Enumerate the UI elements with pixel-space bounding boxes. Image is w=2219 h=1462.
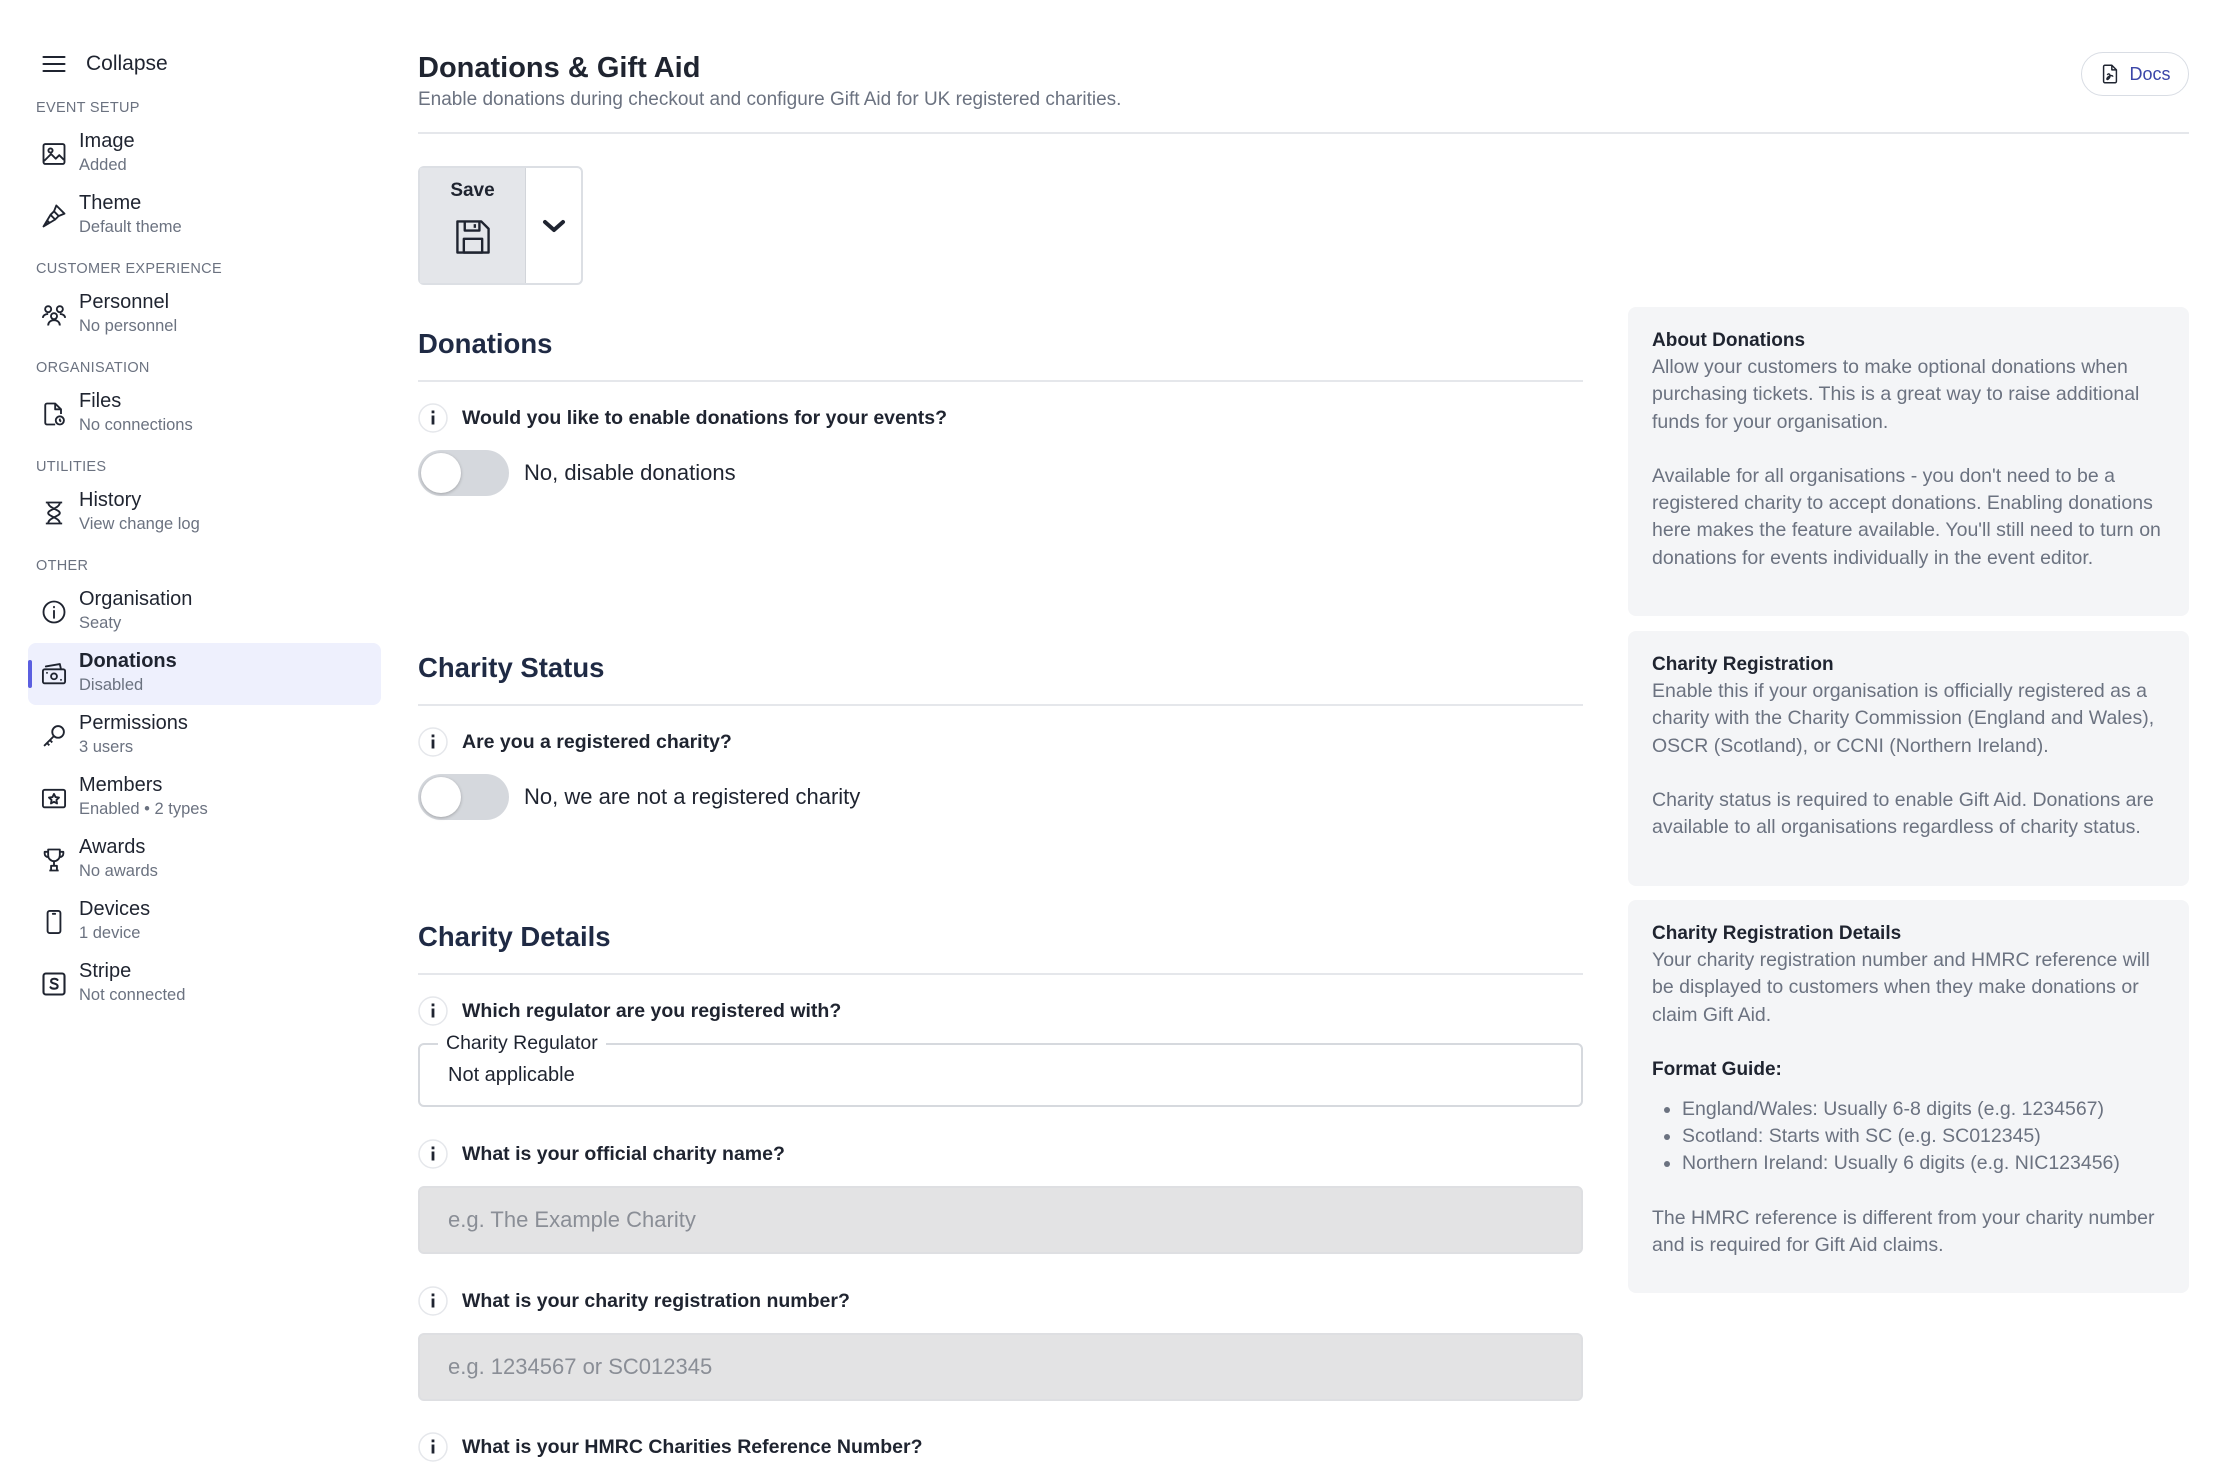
docs-button[interactable] xyxy=(2081,52,2189,96)
format-guide-item: • Scotland: Starts with SC (e.g. SC012345) xyxy=(1682,1123,2167,1150)
sidebar-item-title: Devices xyxy=(79,898,151,920)
question-text: Are you a registered charity? xyxy=(462,730,732,753)
page-title: Donations & Gift Aid xyxy=(418,52,701,84)
panel-text: Allow your customers to make optional donations when purchasing tickets. This is a great way to raise additional funds for your organisation. xyxy=(1652,356,2140,433)
charity-status-divider xyxy=(418,704,1583,706)
sidebar-item-subtitle: No personnel xyxy=(79,317,178,335)
charity-status-question xyxy=(418,727,732,757)
image-icon xyxy=(40,140,68,168)
format-guide-list xyxy=(1652,1096,2167,1178)
section-customer-experience: CUSTOMER EXPERIENCE xyxy=(36,261,222,277)
sidebar-item-subtitle: Disabled xyxy=(79,676,144,694)
sidebar-item-subtitle: Default theme xyxy=(79,218,182,236)
sidebar-item-awards[interactable] xyxy=(28,829,381,891)
collapse-button[interactable] xyxy=(40,50,168,78)
sidebar-item-subtitle: View change log xyxy=(79,515,200,533)
toggle-knob xyxy=(421,777,461,817)
sidebar-item-donations[interactable] xyxy=(28,643,381,705)
section-other: OTHER xyxy=(36,558,89,574)
save-split-button xyxy=(418,166,583,285)
charity-status-toggle[interactable] xyxy=(418,774,509,820)
collapse-label: Collapse xyxy=(86,52,168,75)
sidebar-item-devices[interactable] xyxy=(28,891,381,953)
info-icon[interactable] xyxy=(418,1286,448,1316)
sidebar-item-subtitle: Seaty xyxy=(79,614,122,632)
menu-icon xyxy=(40,50,68,78)
about-donations-panel xyxy=(1628,307,2189,616)
charity-number-input[interactable] xyxy=(418,1333,1583,1401)
question-text: Which regulator are you registered with? xyxy=(462,999,842,1022)
sidebar xyxy=(0,0,390,1444)
sidebar-item-members[interactable] xyxy=(28,767,381,829)
question-text: Would you like to enable donations for your events? xyxy=(462,406,948,429)
cash-icon xyxy=(40,660,68,688)
question-text: What is your charity registration number? xyxy=(462,1289,850,1312)
sidebar-item-subtitle: Enabled • 2 types xyxy=(79,800,208,818)
sidebar-item-history[interactable] xyxy=(28,482,381,544)
people-icon xyxy=(40,301,68,329)
sidebar-item-title: Members xyxy=(79,774,163,796)
sidebar-item-organisation[interactable] xyxy=(28,581,381,643)
floppy-disk-icon xyxy=(451,214,495,260)
phone-icon xyxy=(40,908,68,936)
charity-status-toggle-label: No, we are not a registered charity xyxy=(524,784,861,809)
sidebar-item-title: Awards xyxy=(79,836,146,858)
panel-text: The HMRC reference is different from your charity number and is required for Gift Aid claims. xyxy=(1652,1206,2155,1257)
stripe-icon xyxy=(40,970,68,998)
sidebar-item-title: Files xyxy=(79,390,122,412)
question-text: What is your official charity name? xyxy=(462,1142,785,1165)
regulator-question xyxy=(418,996,841,1026)
header-divider xyxy=(418,132,2189,134)
save-options-dropdown[interactable] xyxy=(526,168,581,283)
docs-label: Docs xyxy=(2129,63,2171,84)
sidebar-item-subtitle: 1 device xyxy=(79,924,141,942)
charity-name-input[interactable] xyxy=(418,1186,1583,1254)
charity-number-question xyxy=(418,1286,850,1316)
question-text: What is your HMRC Charities Reference Number? xyxy=(462,1435,923,1458)
sidebar-item-title: Organisation xyxy=(79,588,193,610)
sidebar-item-title: Stripe xyxy=(79,960,132,982)
sidebar-item-files[interactable] xyxy=(28,383,381,445)
sidebar-item-permissions[interactable] xyxy=(28,705,381,767)
sidebar-item-subtitle: Added xyxy=(79,156,127,174)
document-icon xyxy=(2099,62,2121,86)
panel-text: Enable this if your organisation is officially registered as a charity with the Charity Commission (England and Wales), OSCR (Scotland), or CCNI (Northern Ireland). xyxy=(1652,680,2155,757)
charity-status-heading: Charity Status xyxy=(418,652,605,683)
file-icon xyxy=(40,400,68,428)
sidebar-item-title: Donations xyxy=(79,650,177,672)
format-guide-title: Format Guide: xyxy=(1652,1058,1782,1080)
panel-title: About Donations xyxy=(1652,330,1806,351)
section-utilities: UTILITIES xyxy=(36,459,107,475)
sidebar-item-subtitle: Not connected xyxy=(79,986,186,1004)
section-organisation: ORGANISATION xyxy=(36,360,150,376)
info-icon[interactable] xyxy=(418,996,448,1026)
charity-registration-details-panel xyxy=(1628,900,2189,1293)
format-guide-item: • England/Wales: Usually 6-8 digits (e.g. 1234567) xyxy=(1682,1096,2167,1123)
donations-toggle[interactable] xyxy=(418,450,509,496)
sidebar-item-subtitle: 3 users xyxy=(79,738,134,756)
sidebar-item-title: Image xyxy=(79,130,135,152)
panel-title: Charity Registration xyxy=(1652,654,1834,675)
panel-title: Charity Registration Details xyxy=(1652,923,1902,944)
trophy-icon xyxy=(40,846,68,874)
donations-heading: Donations xyxy=(418,328,553,359)
info-icon xyxy=(40,598,68,626)
section-event-setup: EVENT SETUP xyxy=(36,100,140,116)
sidebar-item-title: Personnel xyxy=(79,291,170,313)
sidebar-item-image[interactable] xyxy=(28,123,381,185)
info-icon[interactable] xyxy=(418,403,448,433)
page-description: Enable donations during checkout and configure Gift Aid for UK registered charities. xyxy=(418,89,1122,110)
donations-divider xyxy=(418,380,1583,382)
brush-icon xyxy=(40,202,68,230)
star-card-icon xyxy=(40,784,68,812)
charity-regulator-label: Charity Regulator xyxy=(438,1032,606,1055)
sidebar-item-subtitle: No awards xyxy=(79,862,158,880)
sidebar-item-title: Theme xyxy=(79,192,142,214)
key-icon xyxy=(40,722,68,750)
charity-details-divider xyxy=(418,973,1583,975)
toggle-knob xyxy=(421,453,461,493)
info-icon[interactable] xyxy=(418,1139,448,1169)
charity-details-heading: Charity Details xyxy=(418,921,611,952)
sidebar-item-title: History xyxy=(79,489,142,511)
chevron-down-icon xyxy=(541,217,567,235)
format-guide-item: • Northern Ireland: Usually 6 digits (e.g. NIC123456) xyxy=(1682,1150,2167,1177)
hmrc-question xyxy=(418,1432,923,1462)
sidebar-item-stripe[interactable] xyxy=(28,953,381,1015)
panel-text: Available for all organisations - you don't need to be a registered charity to accept donations. Enabling donations here makes the feature available. You'll still need to turn on donations for events individually in the event editor. xyxy=(1652,464,2161,569)
panel-text: Charity status is required to enable Gift Aid. Donations are available to all organisations regardless of charity status. xyxy=(1652,788,2154,839)
info-icon[interactable] xyxy=(418,1432,448,1462)
charity-name-question xyxy=(418,1139,785,1169)
donations-toggle-label: No, disable donations xyxy=(524,460,736,485)
info-icon[interactable] xyxy=(418,727,448,757)
donations-question xyxy=(418,403,947,433)
save-button[interactable] xyxy=(420,168,526,283)
charity-regulator-select[interactable] xyxy=(418,1032,1583,1107)
charity-regulator-value: Not applicable xyxy=(448,1064,575,1086)
panel-text: Your charity registration number and HMRC reference will be displayed to customers when they make donations or claim Gift Aid. xyxy=(1652,949,2150,1026)
sidebar-item-personnel[interactable] xyxy=(28,284,381,346)
sidebar-item-title: Permissions xyxy=(79,712,188,734)
charity-registration-panel xyxy=(1628,631,2189,886)
sidebar-item-theme[interactable] xyxy=(28,185,381,247)
sidebar-item-subtitle: No connections xyxy=(79,416,193,434)
save-label: Save xyxy=(450,180,495,201)
hourglass-icon xyxy=(40,499,68,527)
